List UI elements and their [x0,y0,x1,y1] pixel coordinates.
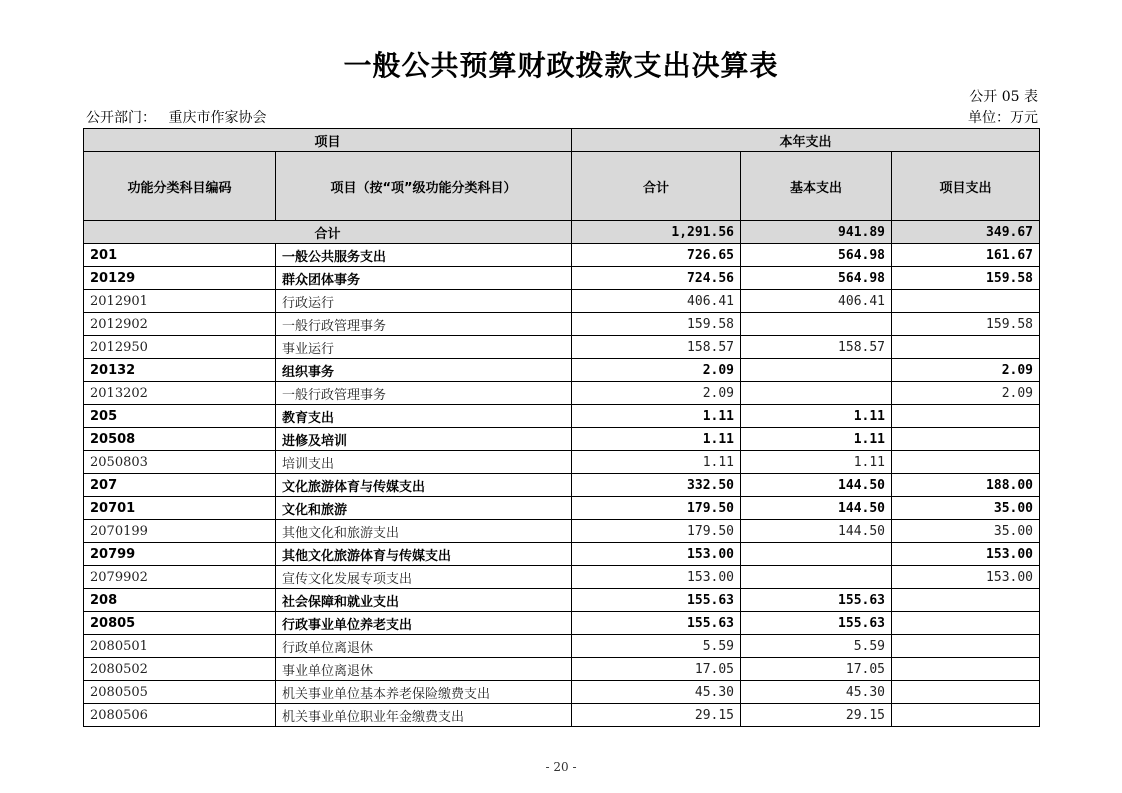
page-title: 一般公共预算财政拨款支出决算表 [343,49,779,82]
row-proj: 159.58 [892,267,1040,290]
row-total: 1.11 [572,405,741,428]
row-proj [892,405,1040,428]
row-code: 2080506 [84,704,276,727]
row-code: 20799 [84,543,276,566]
row-proj [892,290,1040,313]
row-proj [892,451,1040,474]
row-total: 332.50 [572,474,741,497]
row-total: 155.63 [572,612,741,635]
row-proj: 159.58 [892,313,1040,336]
row-basic [741,382,892,405]
row-code: 2079902 [84,566,276,589]
table-row [84,635,1040,658]
row-total: 158.57 [572,336,741,359]
row-basic [741,566,892,589]
table-row [84,267,1040,290]
table-row [84,451,1040,474]
table-row [84,474,1040,497]
row-code: 2050803 [84,451,276,474]
row-proj: 35.00 [892,497,1040,520]
row-name: 组织事务 [276,359,572,382]
row-name: 机关事业单位基本养老保险缴费支出 [276,681,572,704]
department-label: 公开部门： [86,110,156,126]
row-code: 2070199 [84,520,276,543]
row-basic: 5.59 [741,635,892,658]
row-total: 45.30 [572,681,741,704]
row-code: 2080501 [84,635,276,658]
row-name: 其他文化和旅游支出 [276,520,572,543]
form-number: 公开 05 表 [969,89,1038,105]
table-row [84,704,1040,727]
row-proj [892,681,1040,704]
row-total: 724.56 [572,267,741,290]
row-basic: 564.98 [741,244,892,267]
row-basic: 29.15 [741,704,892,727]
table-row [84,313,1040,336]
row-total: 1.11 [572,451,741,474]
row-basic: 144.50 [741,474,892,497]
total-proj: 349.67 [892,221,1040,244]
row-basic: 17.05 [741,658,892,681]
row-name: 群众团体事务 [276,267,572,290]
table-row [84,382,1040,405]
row-name: 行政单位离退休 [276,635,572,658]
row-proj: 35.00 [892,520,1040,543]
row-total: 1.11 [572,428,741,451]
table-row [84,428,1040,451]
row-name: 进修及培训 [276,428,572,451]
row-basic: 564.98 [741,267,892,290]
row-name: 行政事业单位养老支出 [276,612,572,635]
row-total: 29.15 [572,704,741,727]
table-row [84,543,1040,566]
row-basic: 1.11 [741,405,892,428]
row-code: 20132 [84,359,276,382]
row-total: 5.59 [572,635,741,658]
row-basic: 1.11 [741,451,892,474]
page-number: - 20 - [545,760,577,774]
row-code: 2080505 [84,681,276,704]
row-code: 20805 [84,612,276,635]
row-total: 2.09 [572,359,741,382]
table-row [84,497,1040,520]
total-basic: 941.89 [741,221,892,244]
total-label: 合计 [84,221,572,244]
row-code: 201 [84,244,276,267]
row-name: 社会保障和就业支出 [276,589,572,612]
row-total: 179.50 [572,497,741,520]
row-total: 2.09 [572,382,741,405]
row-basic [741,543,892,566]
row-proj: 2.09 [892,359,1040,382]
row-name: 其他文化旅游体育与传媒支出 [276,543,572,566]
row-basic: 158.57 [741,336,892,359]
row-proj: 2.09 [892,382,1040,405]
table-row [84,405,1040,428]
row-total: 155.63 [572,589,741,612]
row-proj [892,704,1040,727]
row-total: 179.50 [572,520,741,543]
row-proj [892,428,1040,451]
table-row [84,290,1040,313]
row-basic [741,313,892,336]
row-name: 培训支出 [276,451,572,474]
row-proj [892,589,1040,612]
row-code: 2080502 [84,658,276,681]
row-total: 159.58 [572,313,741,336]
row-name: 机关事业单位职业年金缴费支出 [276,704,572,727]
table-row [84,612,1040,635]
row-total: 17.05 [572,658,741,681]
header-basic: 基本支出 [741,152,892,221]
row-code: 20508 [84,428,276,451]
header-total: 合计 [572,152,741,221]
row-proj: 153.00 [892,566,1040,589]
row-code: 20701 [84,497,276,520]
department-line [86,107,266,127]
row-name: 宣传文化发展专项支出 [276,566,572,589]
row-name: 教育支出 [276,405,572,428]
row-basic [741,359,892,382]
row-name: 事业单位离退休 [276,658,572,681]
table-row [84,359,1040,382]
row-proj [892,612,1040,635]
table-row [84,244,1040,267]
row-code: 2012902 [84,313,276,336]
table-row [84,336,1040,359]
row-basic: 155.63 [741,612,892,635]
row-name: 一般行政管理事务 [276,313,572,336]
header-name: 项目（按“项”级功能分类科目） [276,152,572,221]
table-row [84,681,1040,704]
row-proj: 188.00 [892,474,1040,497]
total-sum: 1,291.56 [572,221,741,244]
row-name: 一般公共服务支出 [276,244,572,267]
row-basic: 144.50 [741,520,892,543]
row-name: 文化旅游体育与传媒支出 [276,474,572,497]
row-name: 行政运行 [276,290,572,313]
row-basic: 144.50 [741,497,892,520]
row-code: 20129 [84,267,276,290]
table-row [84,658,1040,681]
row-proj [892,336,1040,359]
row-code: 2012950 [84,336,276,359]
row-name: 事业运行 [276,336,572,359]
row-total: 726.65 [572,244,741,267]
row-proj: 161.67 [892,244,1040,267]
row-code: 207 [84,474,276,497]
row-proj [892,635,1040,658]
row-basic: 1.11 [741,428,892,451]
row-name: 一般行政管理事务 [276,382,572,405]
header-current-year: 本年支出 [572,129,1040,152]
row-code: 205 [84,405,276,428]
table-row [84,520,1040,543]
row-code: 208 [84,589,276,612]
row-total: 153.00 [572,566,741,589]
table-row [84,566,1040,589]
unit-label: 单位：万元 [968,110,1038,126]
row-proj: 153.00 [892,543,1040,566]
row-proj [892,658,1040,681]
header-proj: 项目支出 [892,152,1040,221]
header-code: 功能分类科目编码 [84,152,276,221]
header-project: 项目 [84,129,572,152]
row-code: 2013202 [84,382,276,405]
budget-table [83,128,1040,727]
row-basic: 406.41 [741,290,892,313]
department-name: 重庆市作家协会 [168,110,267,126]
row-total: 153.00 [572,543,741,566]
row-code: 2012901 [84,290,276,313]
row-basic: 45.30 [741,681,892,704]
table-row [84,589,1040,612]
total-row [84,221,1040,244]
row-total: 406.41 [572,290,741,313]
row-name: 文化和旅游 [276,497,572,520]
row-basic: 155.63 [741,589,892,612]
